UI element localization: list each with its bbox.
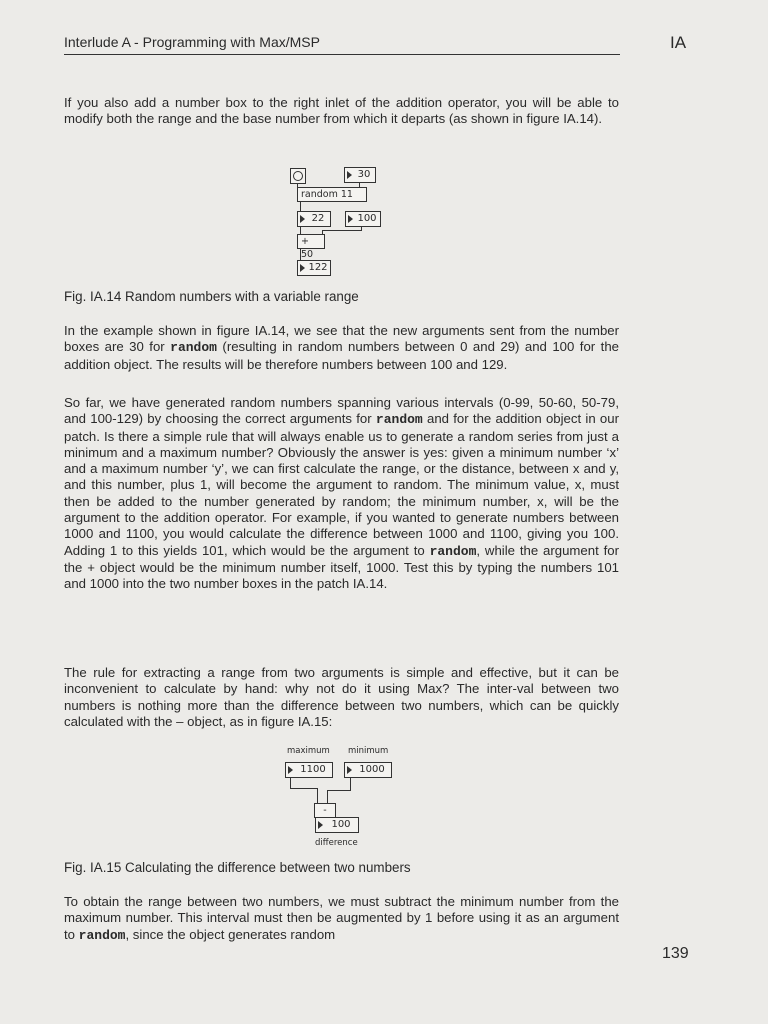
patch-cord	[317, 788, 318, 803]
random-arg-number-box[interactable]: 30	[344, 167, 376, 183]
random-output-number-box[interactable]: 22	[297, 211, 331, 227]
running-head: Interlude A - Programming with Max/MSP	[64, 34, 620, 55]
bang-button[interactable]	[290, 168, 306, 184]
body-paragraph-2	[64, 395, 619, 593]
minimum-label: minimum	[348, 746, 389, 756]
intro-paragraph: If you also add a number box to the right inlet of the addition operator, you will be able to modify both the range and the base number from which it departs (as shown in figure IA.14).	[64, 95, 619, 127]
number-box-triangle-icon	[300, 264, 305, 272]
patch-cord	[300, 249, 301, 260]
body-text: So far, we have generated random numbers spanning various intervals (0-99, 50-60, 50-79, and 100-129) by choosing the correct arguments for	[64, 395, 619, 427]
code-random: random	[78, 927, 126, 943]
patch-cord	[300, 202, 301, 211]
body-text: To obtain the range between two numbers, we must subtract the minimum number from the maximum number. This interval must then be augmented by 1 before using it as an argument to	[64, 894, 619, 942]
figure-ia14-caption: Fig. IA.14 Random numbers with a variable range	[64, 289, 359, 304]
number-box-triangle-icon	[288, 766, 293, 774]
chapter-tag: IA	[670, 33, 687, 52]
body-text: , while the argument for the + object would be the minimum number itself, 1000. Test this by typing the numbers 101 and 1000 into the two number boxes in the patch IA.14.	[64, 542, 620, 592]
patch-cord	[300, 227, 301, 234]
minimum-number-box[interactable]: 1000	[344, 762, 392, 778]
patch-cord	[290, 788, 317, 789]
difference-number-box[interactable]: 100	[315, 817, 359, 833]
bang-circle-icon	[293, 171, 303, 181]
number-box-triangle-icon	[347, 171, 352, 179]
minus-object[interactable]: -	[314, 803, 336, 818]
number-box-triangle-icon	[348, 215, 353, 223]
number-box-triangle-icon	[300, 215, 305, 223]
plus-object[interactable]: + 50	[297, 234, 325, 249]
patch-cord	[327, 790, 328, 803]
code-random: random	[375, 412, 423, 428]
closing-paragraph	[64, 894, 619, 944]
addend-number-box[interactable]: 100	[345, 211, 381, 227]
body-text: and for the addition object in our patch. Is there a simple rule that will always enable us to generate a random series from just a minimum and a maximum number? Obviously the answer is yes: given a minimum number ‘x’ and a maximum number ‘y’, we can first calculate the range, or the distance, between x and y, and this number, plus 1, will become the argument to random. The minimum value, x, must then be added to the number generated by random; the minimum number, x, will be the argument to the addition operator. For example, if you wanted to generate numbers between 1000 and 1100, you would calculate the difference between 1000 and 1100, giving you 100. Adding 1 to this yields 101, which would be the argument to	[64, 411, 619, 558]
body-text: , since the object generates random	[125, 926, 336, 942]
code-random: random	[429, 543, 477, 559]
code-random: random	[170, 340, 217, 356]
patch-cord	[322, 230, 362, 231]
body-text: In the example shown in figure IA.14, we see that the new arguments sent from the number boxes are 30 for	[64, 323, 619, 355]
figure-ia15-caption: Fig. IA.15 Calculating the difference between two numbers	[64, 860, 411, 875]
difference-label: difference	[315, 838, 358, 848]
body-paragraph-3: The rule for extracting a range from two arguments is simple and effective, but it can be inconvenient to calculate by hand: why not do it using Max? The inter-val between two numbers is nothing more than the difference between two numbers, which can be quickly calculated with the – object, as in figure IA.15:	[64, 665, 619, 729]
maximum-label: maximum	[287, 746, 330, 756]
maximum-number-box[interactable]: 1100	[285, 762, 333, 778]
body-paragraph-1	[64, 323, 619, 373]
random-object[interactable]: random 11	[297, 187, 367, 202]
number-box-triangle-icon	[347, 766, 352, 774]
result-number-box[interactable]: 122	[297, 260, 331, 276]
patch-cord	[361, 227, 362, 231]
patch-cord	[350, 778, 351, 790]
patch-cord	[290, 778, 291, 788]
page-number: 139	[662, 945, 689, 962]
patch-cord	[327, 790, 351, 791]
body-text: (resulting in random numbers between 0 and 29) and 100 for the addition object. The results will be therefore numbers between 100 and 129.	[64, 339, 619, 372]
number-box-triangle-icon	[318, 821, 323, 829]
